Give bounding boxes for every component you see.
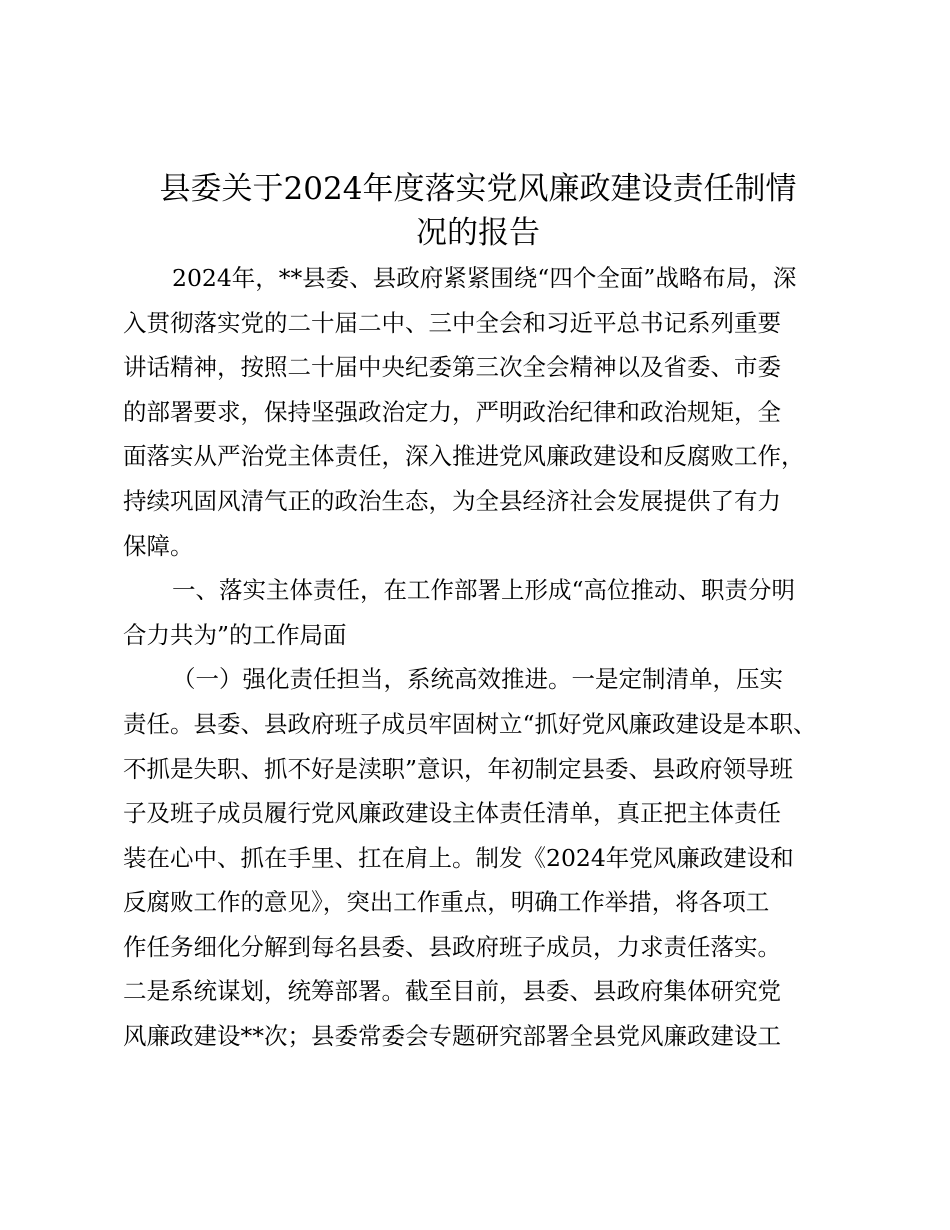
section-heading-line-2: 合力共为”的工作局面 — [123, 621, 347, 649]
paragraph-line-6: 持续巩固风清气正的政治生态，为全县经济社会发展提供了有力 — [123, 487, 781, 515]
document-title-line-2: 况的报告 — [416, 215, 540, 251]
paragraph-line-3: 讲话精神，按照二十届中央纪委第三次全会精神以及省委、市委 — [123, 353, 781, 381]
paragraph-line-7: 保障。 — [123, 532, 194, 560]
section-heading-line-1: 一、落实主体责任，在工作部署上形成“高位推动、职责分明 — [172, 576, 796, 604]
paragraph-line-16: 风廉政建设**次；县委常委会专题研究部署全县党风廉政建设工 — [123, 1022, 781, 1050]
paragraph-line-13: 反腐败工作的意见》，突出工作重点，明确工作举措，将各项工 — [123, 888, 770, 916]
paragraph-line-14: 作任务细化分解到每名县委、县政府班子成员，力求责任落实。 — [123, 933, 781, 961]
paragraph-line-4: 的部署要求，保持坚强政治定力，严明政治纪律和政治规矩，全 — [123, 398, 781, 426]
paragraph-line-10: 不抓是失职、抓不好是渎职”意识，年初制定县委、县政府领导班 — [123, 755, 794, 783]
paragraph-line-8: （一）强化责任担当，系统高效推进。一是定制清单，压实 — [172, 665, 783, 693]
paragraph-line-2: 入贯彻落实党的二十届二中、三中全会和习近平总书记系列重要 — [123, 309, 781, 337]
paragraph-line-1: 2024年，**县委、县政府紧紧围绕“四个全面”战略布局，深 — [172, 264, 797, 292]
paragraph-line-15: 二是系统谋划，统筹部署。截至目前，县委、县政府集体研究党 — [123, 977, 781, 1005]
document-title-line-1: 县委关于2024年度落实党风廉政建设责任制情 — [159, 171, 797, 207]
paragraph-line-11: 子及班子成员履行党风廉政建设主体责任清单，真正把主体责任 — [123, 799, 781, 827]
paragraph-line-5: 面落实从严治党主体责任，深入推进党风廉政建设和反腐败工作， — [123, 442, 805, 470]
paragraph-line-12: 装在心中、抓在手里、扛在肩上。制发《2024年党风廉政建设和 — [123, 844, 794, 872]
paragraph-line-9: 责任。县委、县政府班子成员牢固树立“抓好党风廉政建设是本职、 — [123, 710, 817, 738]
